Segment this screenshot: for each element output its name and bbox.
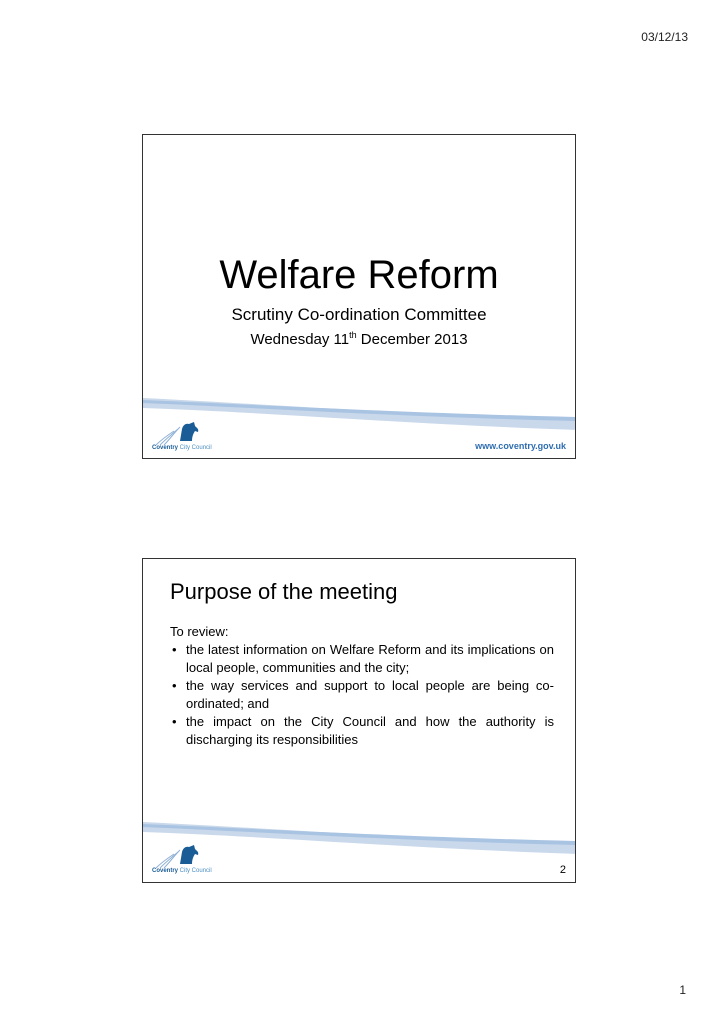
slide-subtitle: Scrutiny Co-ordination Committee <box>231 305 487 324</box>
list-item: • the way services and support to local people are being co-ordinated; and <box>170 677 554 713</box>
horse-logo-icon <box>152 842 212 870</box>
horse-logo-icon <box>152 419 212 447</box>
list-item: • the impact on the City Council and how the authority is discharging its responsibilities <box>170 713 554 749</box>
council-logo: Coventry City Council <box>152 419 212 455</box>
slide-title: Welfare Reform <box>219 253 499 297</box>
intro-text: To review: <box>170 624 229 639</box>
page-number: 1 <box>679 983 686 997</box>
slide-number: 2 <box>559 864 566 876</box>
bullet-list <box>170 641 554 749</box>
slide-title: Purpose of the meeting <box>170 579 398 604</box>
meeting-date: Wednesday 11th December 2013 <box>250 330 468 348</box>
council-logo: Coventry City Council <box>152 842 212 878</box>
list-item: • the latest information on Welfare Reform and its implications on local people, communities and the city; <box>170 641 554 677</box>
slide-body <box>170 623 554 749</box>
page-date: 03/12/13 <box>641 30 688 44</box>
title-slide <box>142 134 576 459</box>
purpose-slide <box>142 558 576 883</box>
website-link[interactable]: www.coventry.gov.uk <box>475 441 566 451</box>
